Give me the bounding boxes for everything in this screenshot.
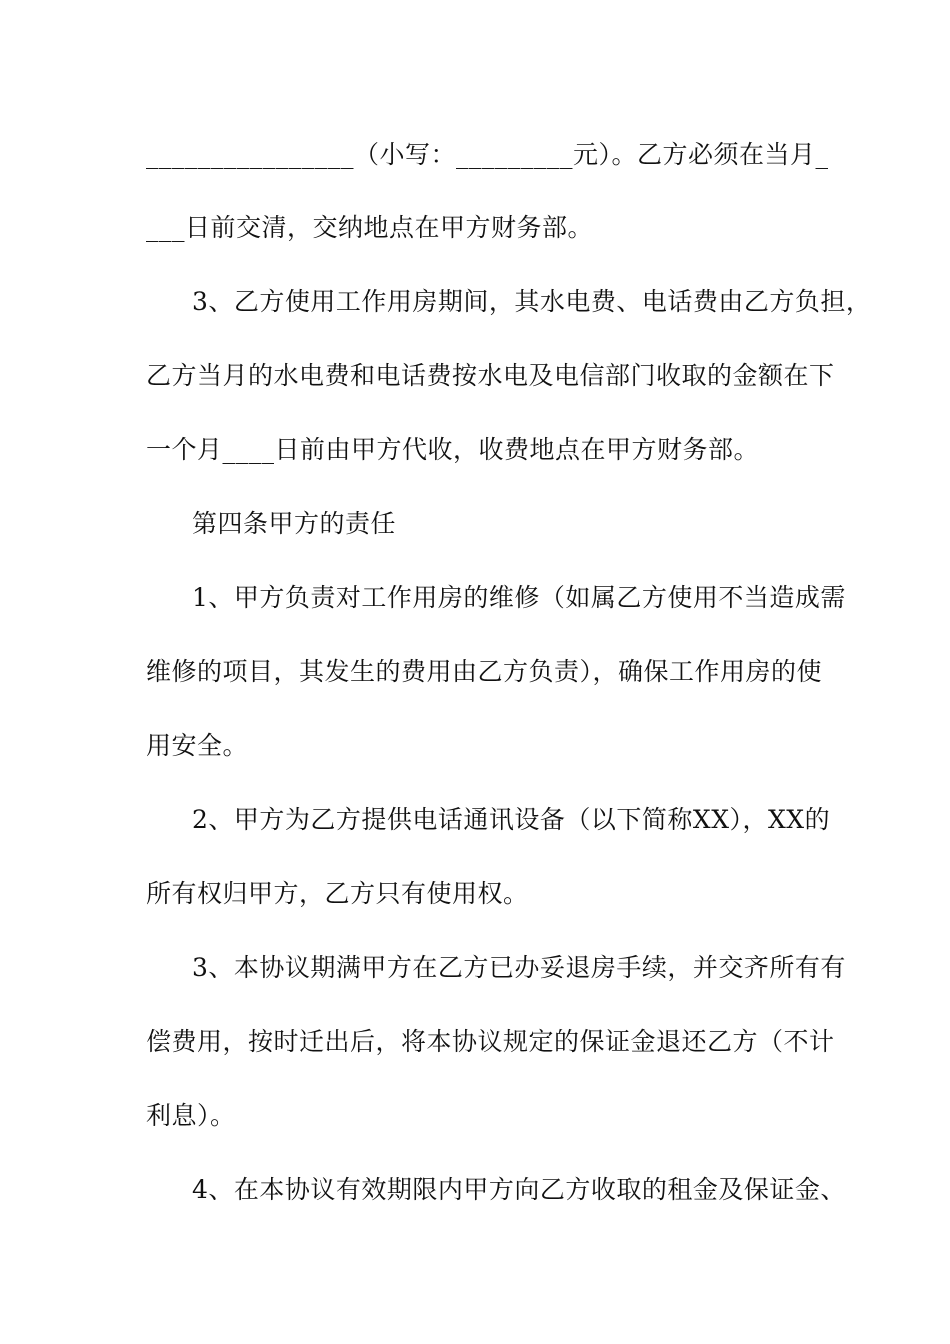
text-line-13: 偿费用，按时迁出后，将本协议规定的保证金退还乙方（不计 [146, 1027, 835, 1056]
text-line-12: 3、本协议期满甲方在乙方已办妥退房手续，并交齐所有有 [192, 953, 846, 982]
text-line-8: 维修的项目，其发生的费用由乙方负责），确保工作用房的使 [146, 657, 823, 686]
section-heading: 第四条甲方的责任 [192, 509, 397, 538]
text-line-15: 4、在本协议有效期限内甲方向乙方收取的租金及保证金、 [192, 1175, 846, 1204]
text-line-10: 2、甲方为乙方提供电话通讯设备（以下简称XX），XX的 [192, 805, 831, 834]
text-line-4: 乙方当月的水电费和电话费按水电及电信部门收取的金额在下 [146, 361, 835, 390]
text-line-5: 一个月____日前由甲方代收，收费地点在甲方财务部。 [146, 435, 760, 464]
text-line-2: ___日前交清，交纳地点在甲方财务部。 [146, 213, 594, 242]
text-line-9: 用安全。 [146, 731, 249, 760]
text-line-3: 3、乙方使用工作用房期间，其水电费、电话费由乙方负担， [192, 287, 872, 316]
text-line-11: 所有权归甲方，乙方只有使用权。 [146, 879, 529, 908]
text-line-1: ________________（小写：_________元）。乙方必须在当月_ [146, 140, 829, 169]
text-line-14: 利息）。 [146, 1101, 236, 1130]
text-line-7: 1、甲方负责对工作用房的维修（如属乙方使用不当造成需 [192, 583, 846, 612]
